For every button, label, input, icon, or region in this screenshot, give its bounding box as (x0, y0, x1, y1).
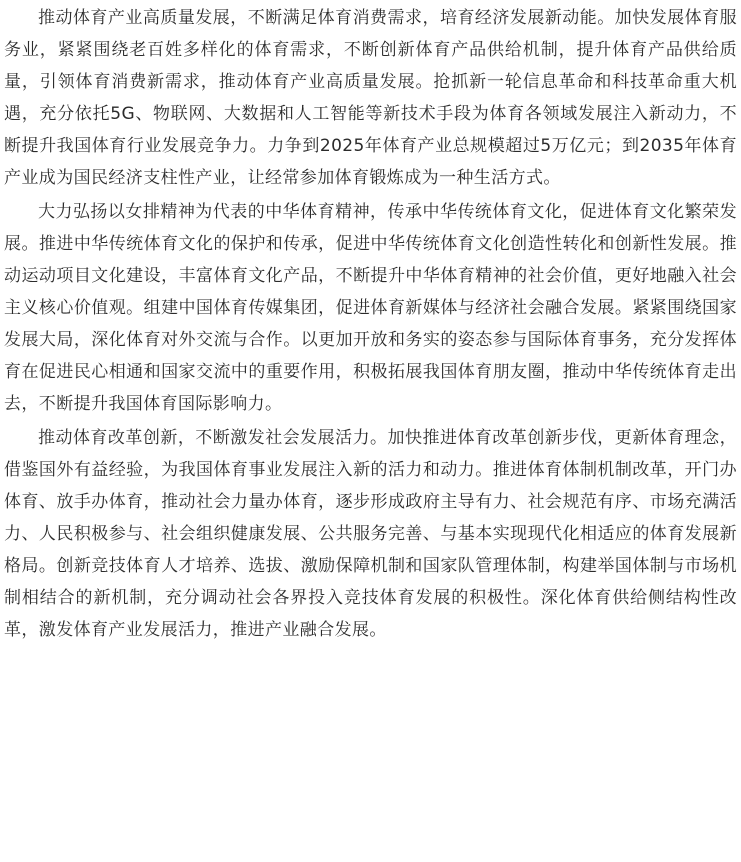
paragraph-sports-reform: 推动体育改革创新，不断激发社会发展活力。加快推进体育改革创新步伐，更新体育理念，借鉴国外有益经验，为我国体育事业发展注入新的活力和动力。推进体育体制机制改革，开门办体育、放手办体育，推动社会力量办体育，逐步形成政府主导有力、社会规范有序、市场充满活力、人民积极参与、社会组织健康发展、公共服务完善、与基本实现现代化相适应的体育发展新格局。创新竞技体育人才培养、选拔、激励保障机制和国家队管理体制，构建举国体制与市场机制相结合的新机制，充分调动社会各界投入竞技体育发展的积极性。深化体育供给侧结构性改革，激发体育产业发展活力，推进产业融合发展。 (4, 428, 737, 640)
paragraph-sports-culture: 大力弘扬以女排精神为代表的中华体育精神，传承中华传统体育文化，促进体育文化繁荣发展。推进中华传统体育文化的保护和传承，促进中华传统体育文化创造性转化和创新性发展。推动运动项目文化建设，丰富体育文化产品，不断提升中华体育精神的社会价值，更好地融入社会主义核心价值观。组建中国体育传媒集团，促进体育新媒体与经济社会融合发展。紧紧围绕国家发展大局，深化体育对外交流与合作。以更加开放和务实的姿态参与国际体育事务，充分发挥体育在促进民心相通和国家交流中的重要作用，积极拓展我国体育朋友圈，推动中华传统体育走出去，不断提升我国体育国际影响力。 (4, 202, 737, 414)
article-body (4, 2, 737, 648)
paragraph-sports-industry: 推动体育产业高质量发展，不断满足体育消费需求，培育经济发展新动能。加快发展体育服务业，紧紧围绕老百姓多样化的体育需求，不断创新体育产品供给机制，提升体育产品供给质量，引领体育消费新需求，推动体育产业高质量发展。抢抓新一轮信息革命和科技革命重大机遇，充分依托5G、物联网、大数据和人工智能等新技术手段为体育各领域发展注入新动力，不断提升我国体育行业发展竞争力。力争到2025年体育产业总规模超过5万亿元；到2035年体育产业成为国民经济支柱性产业，让经常参加体育锻炼成为一种生活方式。 (4, 8, 737, 188)
